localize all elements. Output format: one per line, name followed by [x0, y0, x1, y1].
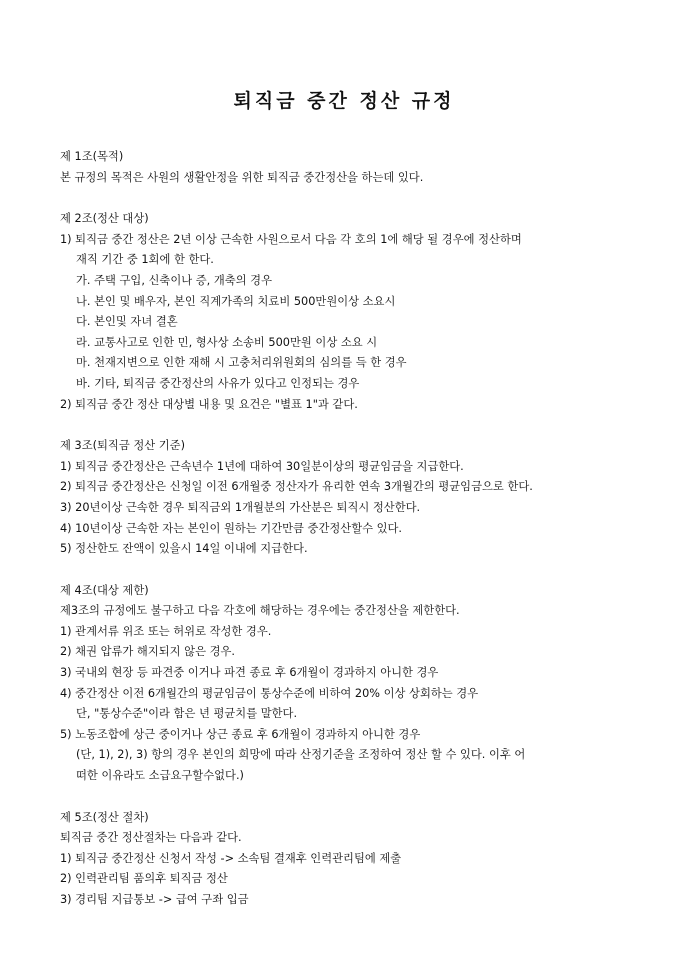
article-5-step-1: 1) 퇴직금 중간정산 신청서 작성 -> 소속팀 결재후 인력관리팀에 제출 — [60, 851, 402, 865]
article-3-item-5: 5) 정산한도 잔액이 있을시 14일 이내에 지급한다. — [60, 542, 308, 556]
article-3-item-2: 2) 퇴직금 중간정산은 신청일 이전 6개월중 정산자가 유리한 연속 3개월간의 평균임금으로 한다. — [60, 480, 533, 494]
article-2 — [60, 209, 628, 415]
article-4-item-5: 5) 노동조합에 상근 중이거나 상근 종료 후 6개월이 경과하지 아니한 경우 — [60, 727, 421, 741]
article-5-step-2: 2) 인력관리팀 품의후 퇴직금 정산 — [60, 872, 228, 886]
article-2-subitem-ga: 가. 주택 구입, 신축이나 증, 개축의 경우 — [76, 273, 273, 287]
article-4-item-4-note: 단, "통상수준"이라 함은 년 평균치를 말한다. — [76, 707, 298, 721]
article-3-item-4: 4) 10년이상 근속한 자는 본인이 원하는 기간만큼 중간정산할수 있다. — [60, 521, 403, 535]
article-1 — [60, 147, 628, 188]
article-4-item-2: 2) 채권 압류가 해지되지 않은 경우. — [60, 645, 236, 659]
article-4 — [60, 581, 628, 787]
article-1-heading: 제 1조(목적) — [60, 150, 124, 163]
article-2-subitem-ba: 바. 기타, 퇴직금 중간정산의 사유가 있다고 인정되는 경우 — [76, 376, 360, 390]
article-2-heading: 제 2조(정산 대상) — [60, 212, 149, 226]
article-4-item-3: 3) 국내외 현장 등 파견중 이거나 파견 종료 후 6개월이 경과하지 아니한 경우 — [60, 666, 439, 680]
article-3-heading: 제 3조(퇴직금 정산 기준) — [60, 439, 185, 453]
article-1-line-1: 본 규정의 목적은 사원의 생활안정을 위한 퇴직금 중간정산을 하는데 있다. — [60, 170, 424, 184]
article-4-intro: 제3조의 규정에도 불구하고 다음 각호에 해당하는 경우에는 중간정산을 제한한다. — [60, 604, 460, 618]
article-3 — [60, 436, 628, 560]
article-5-intro: 퇴직금 중간 정산절차는 다음과 같다. — [60, 831, 242, 845]
article-3-item-1: 1) 퇴직금 중간정산은 근속년수 1년에 대하여 30일분이상의 평균임금을 지급한다. — [60, 459, 464, 473]
article-4-item-1: 1) 관계서류 위조 또는 허위로 작성한 경우. — [60, 624, 272, 638]
document-title: 퇴직금 중간 정산 규정 — [233, 90, 455, 112]
article-2-subitem-da: 다. 본인및 자녀 결혼 — [76, 315, 178, 329]
article-2-subitem-ma: 마. 천재지변으로 인한 재해 시 고충처리위원회의 심의를 득 한 경우 — [76, 356, 407, 370]
article-5 — [60, 808, 628, 911]
article-2-subitem-na: 나. 본인 및 배우자, 본인 직계가족의 치료비 500만원이상 소요시 — [76, 294, 396, 308]
article-5-heading: 제 5조(정산 절차) — [60, 810, 149, 824]
article-4-heading: 제 4조(대상 제한) — [60, 583, 149, 597]
article-5-step-3: 3) 경리팀 지급통보 -> 급여 구좌 입금 — [60, 893, 249, 906]
article-3-item-3: 3) 20년이상 근속한 경우 퇴직금외 1개월분의 가산분은 퇴직시 정산한다. — [60, 500, 421, 514]
article-2-item-1: 1) 퇴직금 중간 정산은 2년 이상 근속한 사원으로서 다음 각 호의 1에 해당 될 경우에 정산하며 — [60, 232, 522, 246]
article-4-exception-note: (단, 1), 2), 3) 항의 경우 본인의 희망에 따라 산정기준을 조정하여 정산 할 수 있다. 이후 어 — [76, 748, 526, 762]
article-4-item-4: 4) 중간정산 이전 6개월간의 평균임금이 통상수준에 비하여 20% 이상 상회하는 경우 — [60, 686, 479, 700]
article-2-item-1-continued: 재직 기간 중 1회에 한 한다. — [76, 253, 214, 267]
article-2-item-2: 2) 퇴직금 중간 정산 대상별 내용 및 요건은 "별표 1"과 같다. — [60, 397, 358, 411]
article-2-subitem-ra: 라. 교통사고로 인한 민, 형사상 소송비 500만원 이상 소요 시 — [76, 335, 378, 349]
article-4-exception-note-continued: 떠한 이유라도 소급요구할수없다.) — [76, 769, 244, 783]
